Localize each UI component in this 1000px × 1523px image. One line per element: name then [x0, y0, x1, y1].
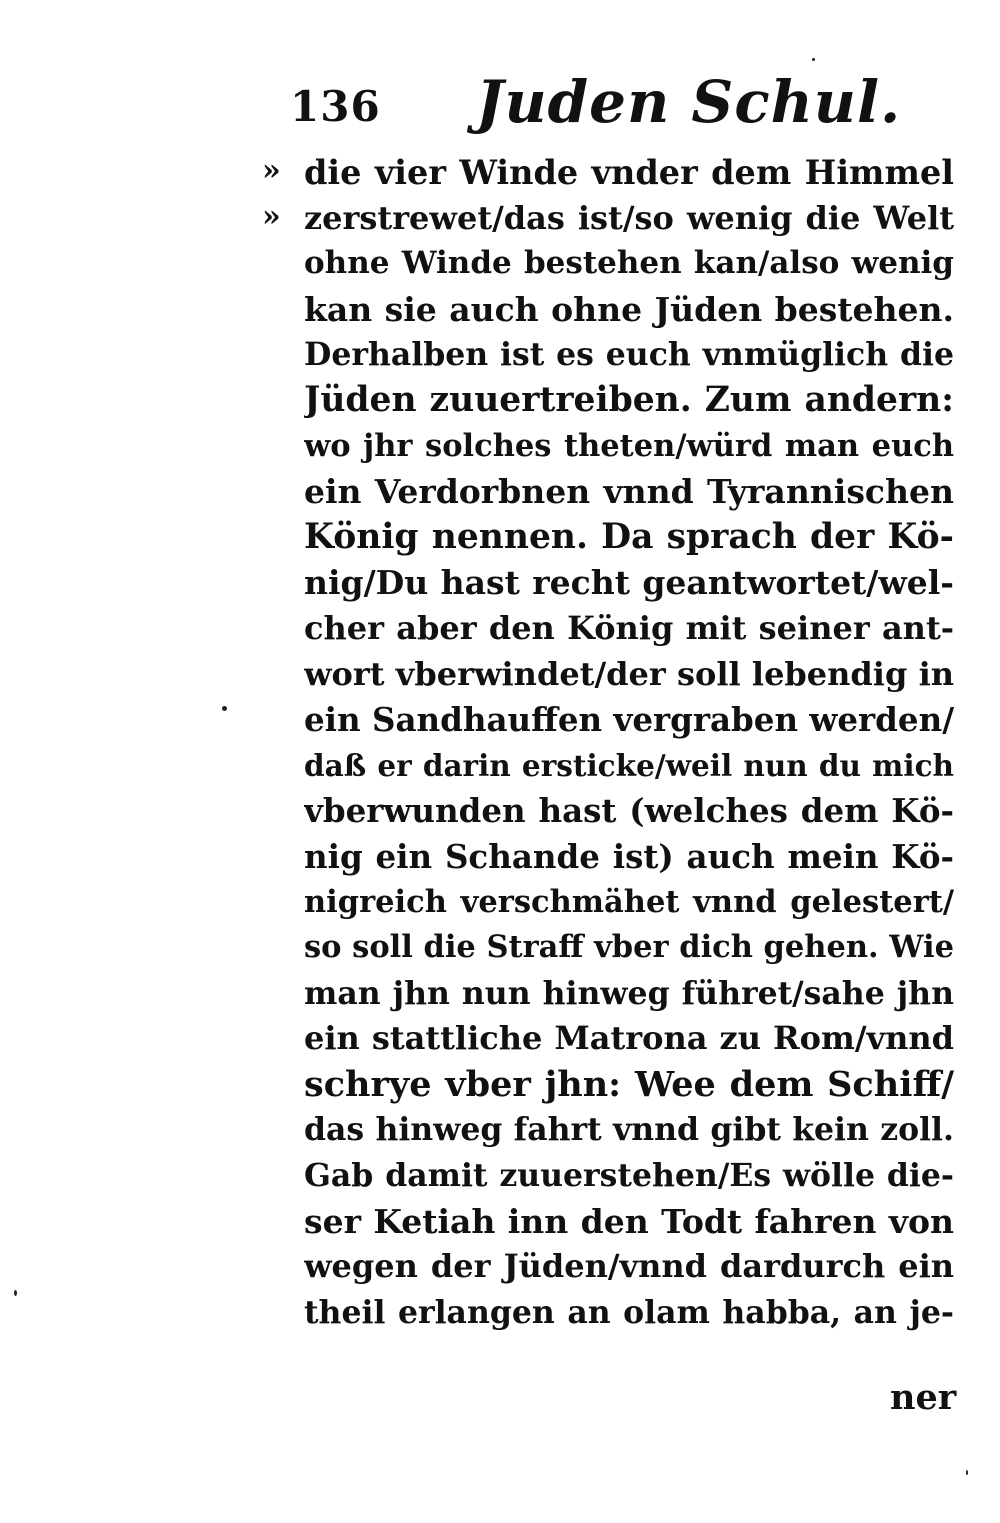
text-line: cher aber den König mit seiner ant-	[304, 608, 954, 647]
text-line: nigreich verschmähet vnnd gelestert/	[304, 883, 954, 920]
text-line: Jüden zuuertreiben. Zum andern:	[304, 379, 954, 420]
text-line: Gab damit zuuerstehen/Es wölle die-	[304, 1157, 954, 1195]
text-line: Derhalben ist es euch vnmüglich die	[304, 336, 954, 374]
page-number: 136	[290, 82, 381, 131]
text-line: ohne Winde bestehen kan/also wenig	[304, 245, 954, 282]
quotation-mark: »	[262, 199, 281, 234]
scan-speck	[14, 1290, 17, 1296]
text-line: wegen der Jüden/vnnd dardurch ein	[304, 1247, 954, 1286]
quotation-mark: »	[262, 153, 281, 188]
scan-speck	[222, 706, 227, 711]
text-line: ein Verdorbnen vnnd Tyrannischen	[304, 472, 954, 512]
text-line: ser Ketiah inn den Todt fahren von	[304, 1201, 954, 1241]
text-line: kan sie auch ohne Jüden bestehen.	[304, 289, 954, 329]
page-header	[290, 68, 950, 148]
text-line: daß er darin ersticke/weil nun du mich	[304, 747, 954, 783]
text-line: vberwunden hast (welches dem Kö-	[304, 791, 954, 831]
text-line: ein stattliche Matrona zu Rom/vnnd	[304, 1019, 954, 1058]
text-line: nig/Du hast recht geantwortet/wel-	[304, 563, 954, 603]
text-line: die vier Winde vnder dem Himmel	[304, 153, 954, 192]
scan-speck	[812, 58, 815, 61]
catchword: ner	[890, 1377, 957, 1418]
scan-speck	[966, 1470, 968, 1475]
text-line: ein Sandhauffen vergraben werden/	[304, 700, 954, 740]
text-line: wort vberwindet/der soll lebendig in	[304, 654, 954, 693]
text-line: König nennen. Da sprach der Kö-	[304, 516, 954, 557]
text-line: schrye vber jhn: Wee dem Schiff/	[304, 1063, 954, 1105]
running-title: Juden Schul.	[476, 68, 902, 136]
text-line: nig ein Schande ist) auch mein Kö-	[304, 836, 954, 876]
text-line: das hinweg fahrt vnnd gibt kein zoll.	[304, 1111, 954, 1149]
body-text	[304, 150, 954, 1335]
text-line: so soll die Straff vber dich gehen. Wie	[304, 929, 954, 966]
text-line: man jhn nun hinweg führet/sahe jhn	[304, 974, 954, 1012]
text-line: wo jhr solches theten/würd man euch	[304, 427, 954, 464]
text-line: theil erlangen an olam habba, an je-	[304, 1293, 954, 1331]
text-line: zerstrewet/das ist/so wenig die Welt	[304, 198, 954, 237]
